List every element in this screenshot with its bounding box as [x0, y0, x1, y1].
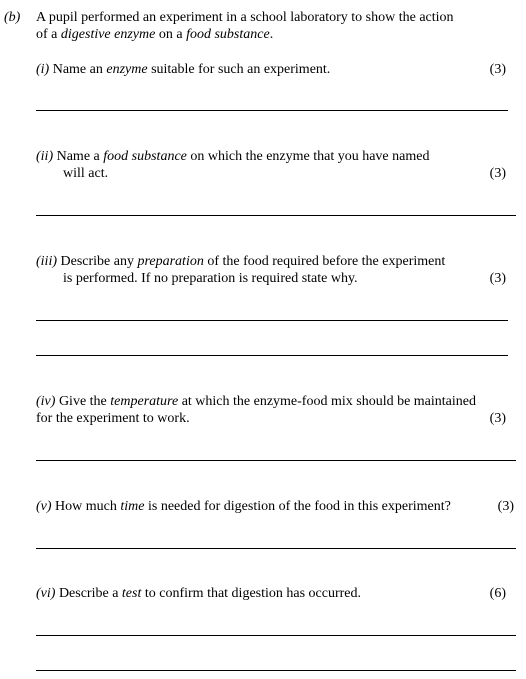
marks: (6): [489, 586, 506, 601]
question-text: Describe any: [57, 254, 138, 269]
question-continuation: for the experiment to work.: [36, 411, 190, 426]
question-number: (v): [36, 499, 52, 514]
question-emphasis: enzyme: [106, 62, 148, 77]
question-number: (ii): [36, 149, 54, 164]
question-intro: [36, 9, 506, 43]
intro-text-1: A pupil performed an experiment in a school laboratory to show the action: [36, 10, 454, 25]
intro-text-2: of a: [36, 27, 61, 42]
question-text: to confirm that digestion has occurred.: [141, 586, 362, 601]
answer-line[interactable]: [36, 320, 508, 321]
answer-line[interactable]: [36, 110, 508, 111]
question-text: suitable for such an experiment.: [147, 62, 331, 77]
question-number: (iv): [36, 394, 56, 409]
answer-line[interactable]: [36, 215, 516, 216]
intro-emphasis-enzyme: digestive enzyme: [60, 27, 156, 42]
marks: (3): [489, 271, 506, 286]
question-ii: [36, 148, 506, 182]
question-text: Name a: [53, 149, 104, 164]
marks: (3): [497, 499, 514, 514]
question-text: Describe a: [55, 586, 122, 601]
marks: (3): [489, 62, 506, 77]
question-text: Give the: [55, 394, 111, 409]
question-number: (i): [36, 62, 50, 77]
answer-line[interactable]: [36, 460, 516, 461]
answer-line[interactable]: [36, 548, 516, 549]
question-text: How much: [51, 499, 121, 514]
marks: (3): [489, 411, 506, 426]
intro-text-3: on a: [155, 27, 187, 42]
question-text: at which the enzyme-food mix should be maintained: [178, 394, 476, 409]
question-emphasis: preparation: [137, 254, 204, 269]
question-text: of the food required before the experiment: [203, 254, 446, 269]
question-text: Name an: [49, 62, 107, 77]
question-i: [36, 61, 506, 78]
answer-line[interactable]: [36, 670, 516, 671]
question-emphasis: food substance: [103, 149, 187, 164]
question-emphasis: test: [121, 586, 142, 601]
marks: (3): [489, 166, 506, 181]
intro-emphasis-food: food substance: [186, 27, 270, 42]
question-continuation: is performed. If no preparation is required state why.: [63, 271, 358, 286]
question-v: [36, 498, 514, 515]
question-continuation: will act.: [63, 166, 109, 181]
question-emphasis: time: [120, 499, 145, 514]
question-text: is needed for digestion of the food in this experiment?: [144, 499, 451, 514]
question-vi: [36, 585, 506, 602]
question-emphasis: temperature: [110, 394, 179, 409]
question-number: (iii): [36, 254, 57, 269]
part-label: (b): [4, 10, 21, 25]
answer-line[interactable]: [36, 635, 516, 636]
question-number: (vi): [36, 586, 56, 601]
question-iv: [36, 393, 520, 427]
intro-text-4: .: [269, 27, 274, 42]
question-text: on which the enzyme that you have named: [186, 149, 430, 164]
answer-line[interactable]: [36, 355, 508, 356]
question-iii: [36, 253, 506, 287]
